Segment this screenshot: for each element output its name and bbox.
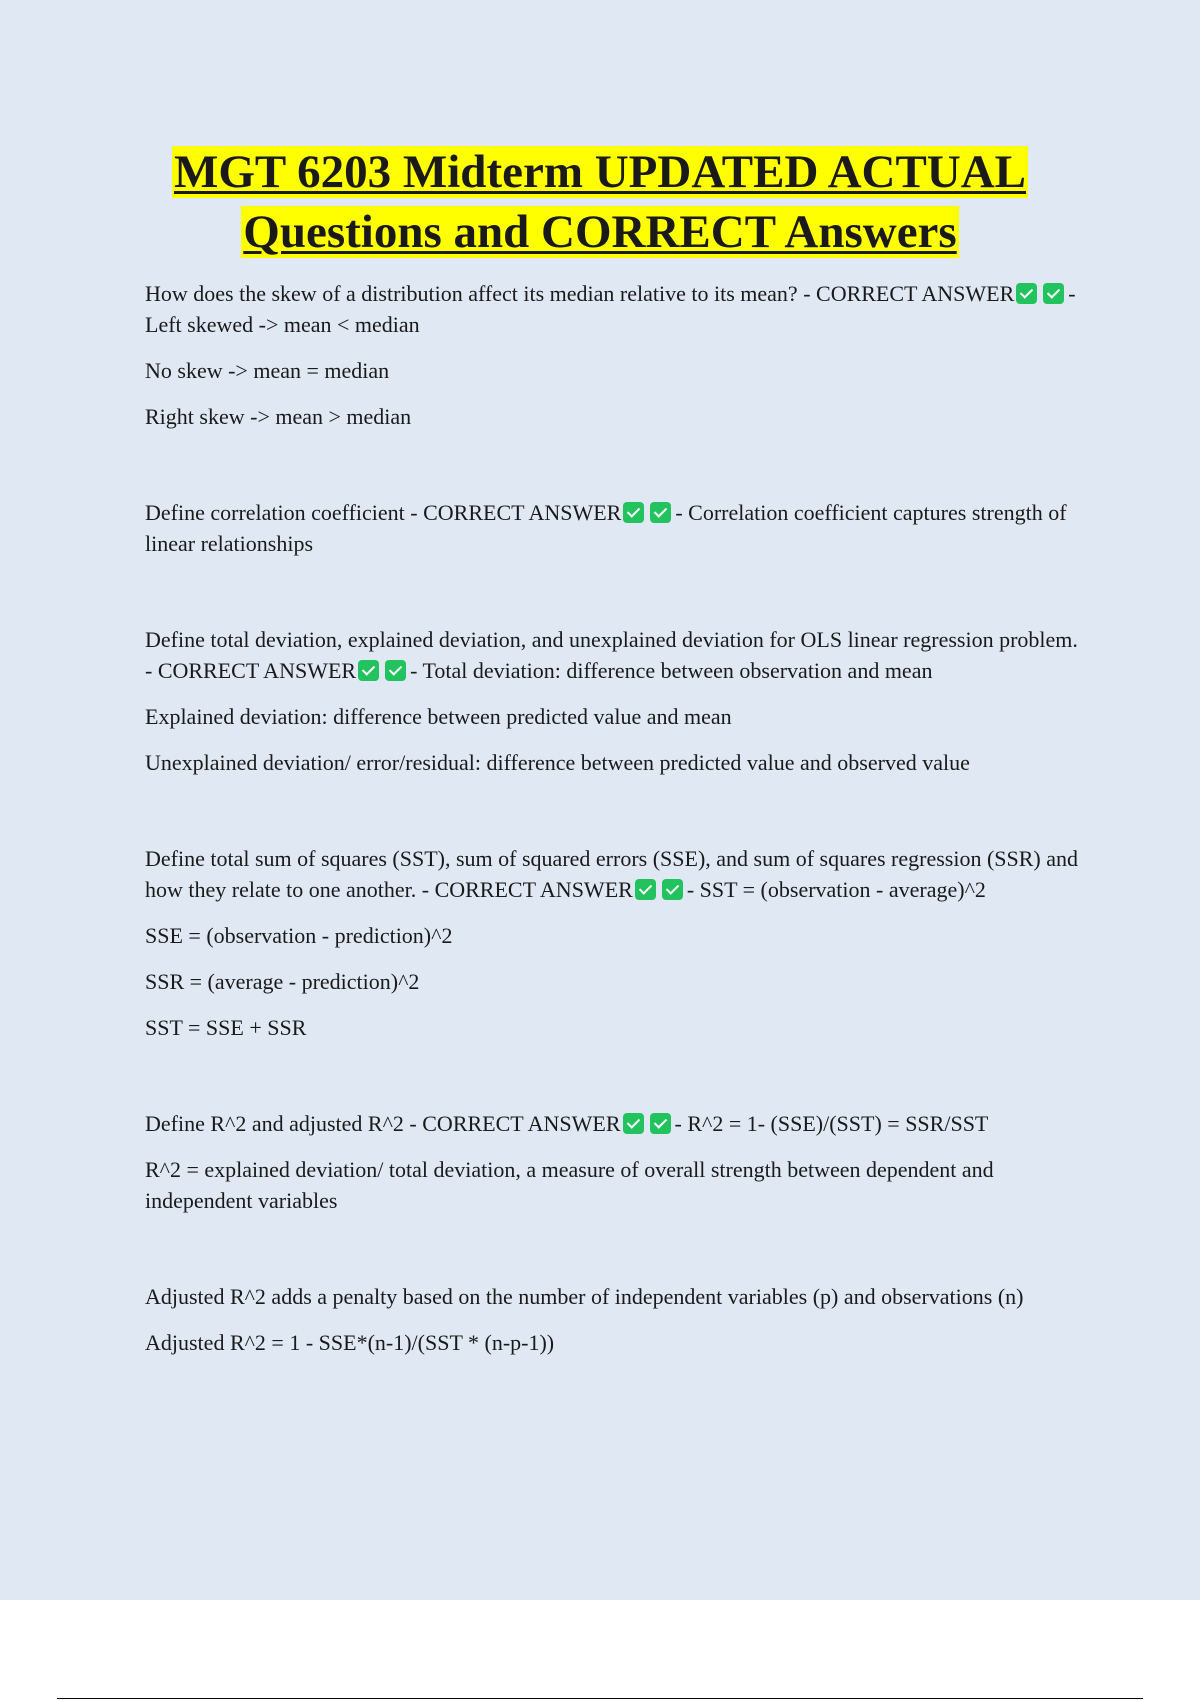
answer-text: - Total deviation: difference between observation and mean bbox=[410, 658, 933, 683]
page-divider bbox=[57, 1698, 1143, 1699]
qa-item bbox=[145, 843, 1080, 905]
check-mark-button-icon bbox=[623, 1113, 644, 1134]
answer-line: Explained deviation: difference between predicted value and mean bbox=[145, 704, 732, 729]
answer-line: SSR = (average - prediction)^2 bbox=[145, 969, 420, 994]
document-body bbox=[145, 278, 1080, 1373]
check-mark-button-icon bbox=[635, 879, 656, 900]
answer-line: Adjusted R^2 = 1 - SSE*(n-1)/(SST * (n-p-1)) bbox=[145, 1330, 555, 1355]
answer-line: Right skew -> mean > median bbox=[145, 404, 412, 429]
title-line-1: MGT 6203 Midterm UPDATED ACTUAL bbox=[173, 146, 1027, 198]
answer-text: - SST = (observation - average)^2 bbox=[686, 877, 986, 902]
check-mark-button-icon bbox=[650, 502, 671, 523]
qa-item bbox=[145, 278, 1080, 340]
check-mark-button-icon bbox=[385, 660, 406, 681]
answer-line: No skew -> mean = median bbox=[145, 358, 390, 383]
answer-line: R^2 = explained deviation/ total deviation, a measure of overall strength between dependent and independent variables bbox=[145, 1157, 994, 1213]
question-text: Define total deviation, explained deviation, and unexplained deviation for OLS linear regression problem. - CORRECT ANSWER bbox=[145, 627, 1078, 683]
qa-item bbox=[145, 1108, 1080, 1139]
check-mark-button-icon bbox=[1016, 283, 1037, 304]
qa-item bbox=[145, 497, 1080, 559]
check-mark-button-icon bbox=[662, 879, 683, 900]
answer-text: - R^2 = 1- (SSE)/(SST) = SSR/SST bbox=[674, 1111, 989, 1136]
answer-line: Unexplained deviation/ error/residual: difference between predicted value and observed value bbox=[145, 750, 970, 775]
document-title bbox=[0, 142, 1200, 262]
qa-item bbox=[145, 624, 1080, 686]
answer-text: - Left skewed -> mean < median bbox=[145, 281, 1076, 337]
answer-text: - Correlation coefficient captures strength of linear relationships bbox=[145, 500, 1067, 556]
question-text: Define R^2 and adjusted R^2 - CORRECT ANSWER bbox=[145, 1111, 621, 1136]
answer-line: SSE = (observation - prediction)^2 bbox=[145, 923, 453, 948]
question-text: Define correlation coefficient - CORRECT ANSWER bbox=[145, 500, 622, 525]
question-text: Define total sum of squares (SST), sum of squared errors (SSE), and sum of squares regression (SSR) and how they relate to one another. - CORRECT ANSWER bbox=[145, 846, 1079, 902]
question-text: How does the skew of a distribution affect its median relative to its mean? - CORRECT ANSWER bbox=[145, 281, 1015, 306]
check-mark-button-icon bbox=[358, 660, 379, 681]
title-line-2: Questions and CORRECT Answers bbox=[243, 206, 957, 258]
check-mark-button-icon bbox=[623, 502, 644, 523]
answer-line: SST = SSE + SSR bbox=[145, 1015, 307, 1040]
check-mark-button-icon bbox=[650, 1113, 671, 1134]
answer-line: Adjusted R^2 adds a penalty based on the number of independent variables (p) and observations (n) bbox=[145, 1284, 1024, 1309]
check-mark-button-icon bbox=[1043, 283, 1064, 304]
